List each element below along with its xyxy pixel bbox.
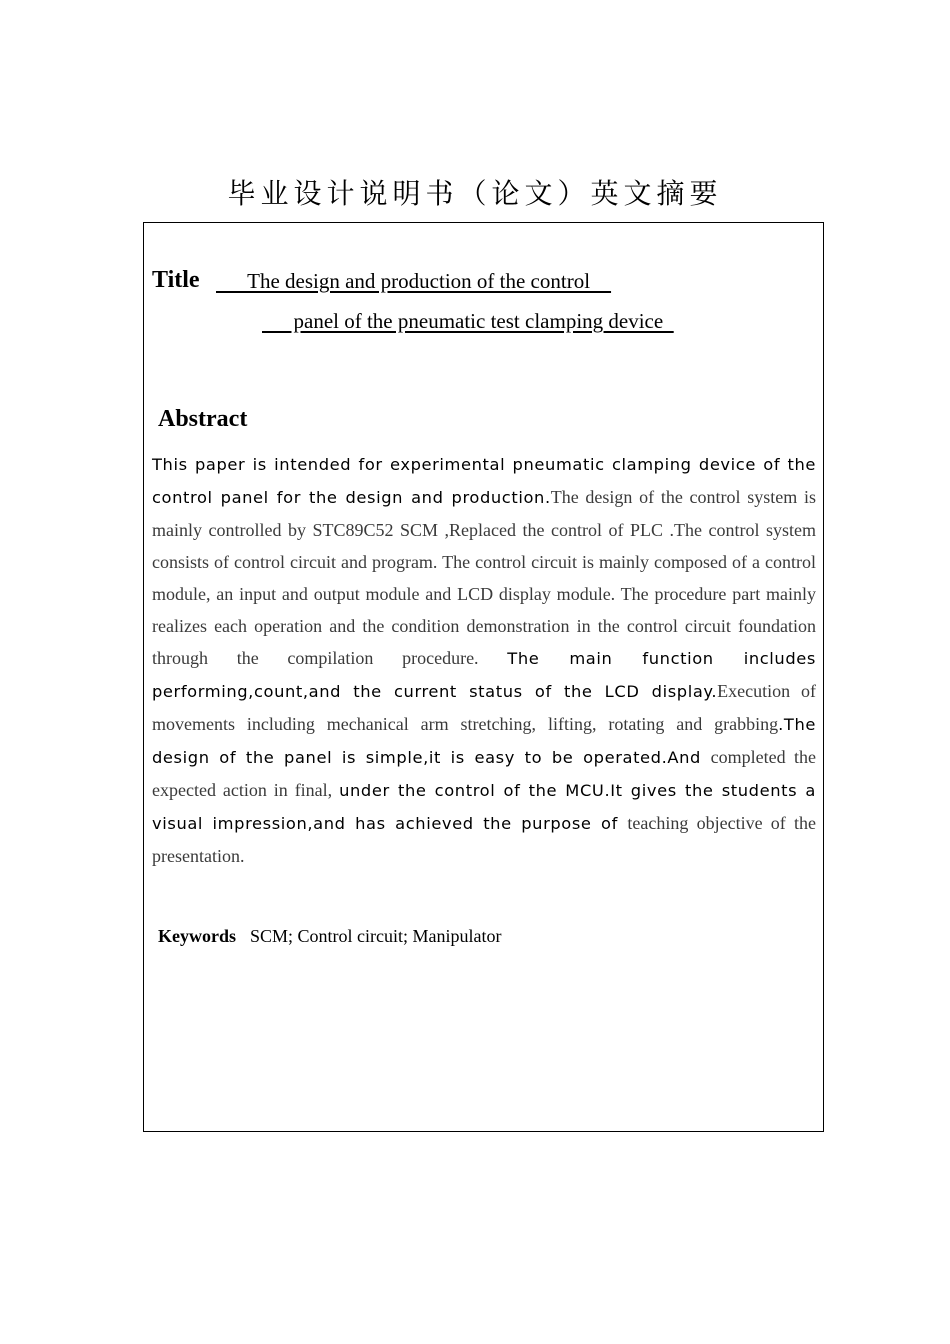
abstract-heading: Abstract <box>158 406 248 432</box>
keywords-label: Keywords <box>158 926 236 946</box>
thesis-title-line-2: panel of the pneumatic test clamping device <box>262 309 674 333</box>
keywords-line <box>158 924 501 948</box>
abstract-segment: Execution of movements including mechanical arm stretching, lifting, rotating and grabbing <box>152 681 816 734</box>
abstract-segment: completed the expected action in final, <box>152 747 816 800</box>
abstract-segment: The main function includes performing,count,and the current status of the LCD display. <box>152 649 816 701</box>
abstract-segment: This paper is intended for experimental pneumatic clamping device of the control panel for the design and production. <box>152 455 816 507</box>
abstract-body <box>152 448 816 872</box>
abstract-segment: teaching objective of the presentation. <box>152 813 816 866</box>
abstract-segment: under the control of the MCU.It gives the students a visual impression,and has achieved the purpose of <box>152 781 816 833</box>
keywords-value: SCM; Control circuit; Manipulator <box>250 926 502 946</box>
page-title: 毕业设计说明书（论文）英文摘要 <box>227 177 723 210</box>
title-label: Title <box>152 267 200 293</box>
abstract-segment: .The design of the panel is simple,it is easy to be operated.And <box>152 715 816 767</box>
thesis-title-line-1: The design and production of the control <box>216 269 612 293</box>
abstract-segment: The design of the control system is mainly controlled by STC89C52 SCM ,Replaced the control of PLC .The control system consists of control circuit and program. The control circuit is mainly composed of a control module, an input and output module and LCD display module. The procedure part mainly realizes each operation and the condition demonstration in the control circuit foundation through the compilation procedure. <box>152 487 816 668</box>
